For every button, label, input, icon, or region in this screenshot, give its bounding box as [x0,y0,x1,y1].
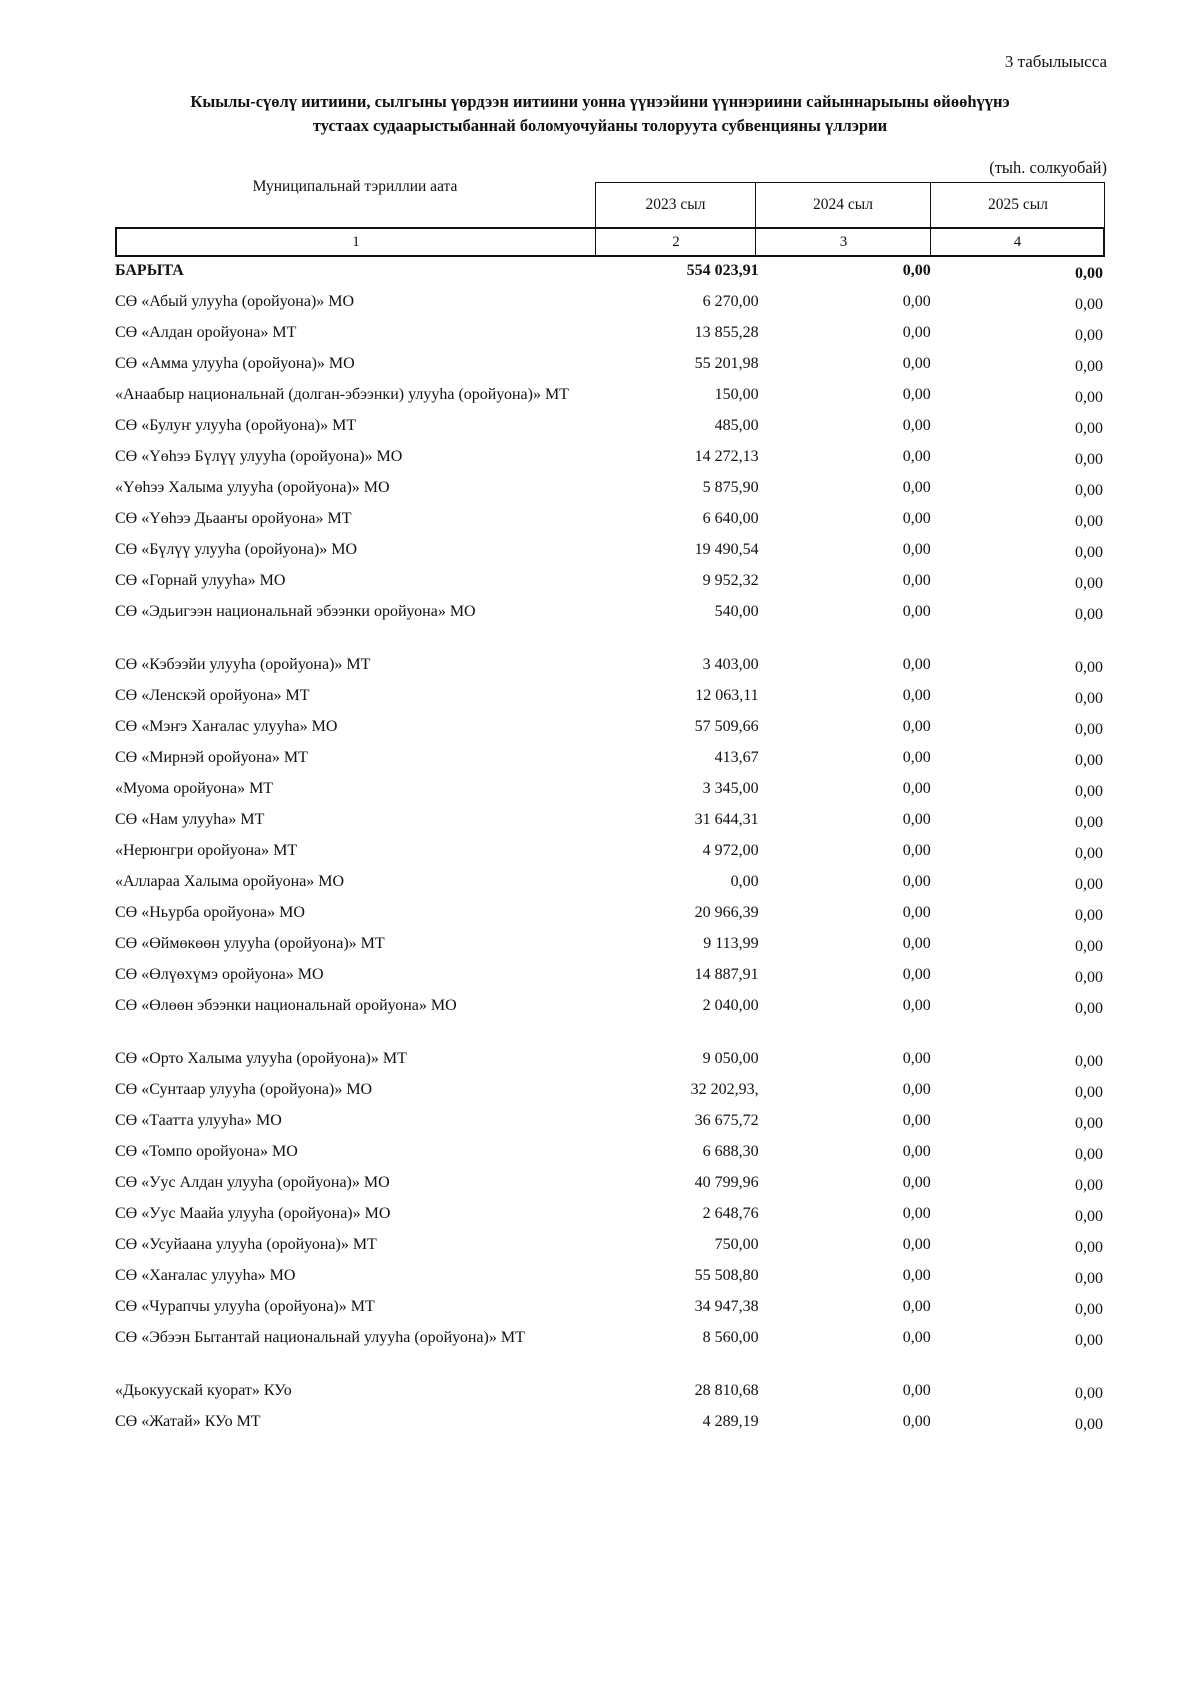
column-divider [755,229,756,255]
value-2025: 0,00 [1075,389,1103,406]
municipality-name: СӨ «Өймөкөөн улууһа (оройуона)» МТ [115,935,385,952]
value-2025: 0,00 [1075,1000,1103,1017]
value-2025: 0,00 [1075,721,1103,738]
table-body [115,258,1105,1440]
appendix-label: 3 табылыысса [1004,52,1107,71]
table-row [115,1139,1105,1170]
value-2025: 0,00 [1075,659,1103,676]
value-2024: 0,00 [902,718,931,735]
table-row [115,413,1105,444]
value-2023: 6 688,30 [702,1143,759,1160]
municipality-name: СӨ «Сунтаар улууһа (оройуона)» МО [115,1081,373,1098]
municipality-name: СӨ «Ленскэй оройуона» МТ [115,687,310,704]
municipality-name: СӨ «Орто Халыма улууһа (оройуона)» МТ [115,1050,407,1067]
table-row [115,1263,1105,1294]
value-2024: 0,00 [902,1413,931,1430]
table-row [115,599,1105,630]
value-2023: 6 270,00 [702,293,759,310]
value-2023: 150,00 [714,386,759,403]
value-2024: 0,00 [902,780,931,797]
value-2024: 0,00 [902,935,931,952]
value-2024: 0,00 [902,448,931,465]
value-2023: 4 289,19 [702,1413,759,1430]
value-2024: 0,00 [902,873,931,890]
municipality-name: СӨ «Өлөөн эбээнки национальнай оройуона» МО [115,997,457,1014]
value-2023: 5 875,90 [702,479,759,496]
value-2023: 485,00 [714,417,759,434]
value-2023: 57 509,66 [694,718,759,735]
municipality-name: СӨ «Өлүөхүмэ оройуона» МО [115,966,324,983]
value-2024: 0,00 [902,997,931,1014]
value-2024: 0,00 [902,904,931,921]
title-line-1: Кыылы-сүөлү иитиини, сылгыны үөрдээн иитиини уонна үүнээйини үүннэриини сайыннарыыны өйөөһүүнэ [190,92,1010,111]
municipality-name: «Үөһээ Халыма улууһа (оройуона)» МО [115,479,390,496]
value-2025: 0,00 [1075,451,1103,468]
value-2024: 0,00 [902,479,931,496]
value-2025: 0,00 [1075,327,1103,344]
value-2024: 0,00 [902,842,931,859]
table-row [115,1378,1105,1409]
municipality-name: СӨ «Эбээн Бытантай национальнай улууһа (оройуона)» МТ [115,1329,525,1346]
value-2025: 0,00 [1075,296,1103,313]
value-2025: 0,00 [1075,845,1103,862]
municipality-name: СӨ «Амма улууһа (оройуона)» МО [115,355,355,372]
value-2025: 0,00 [1075,1208,1103,1225]
column-header-2023: 2023 сыл [595,182,755,228]
value-2025: 0,00 [1075,1385,1103,1402]
value-2025: 0,00 [1075,1270,1103,1287]
value-2024: 0,00 [902,749,931,766]
table-row [115,869,1105,900]
value-2023: 3 345,00 [702,780,759,797]
table-row [115,838,1105,869]
value-2023: 28 810,68 [694,1382,759,1399]
municipality-name: СӨ «Горнай улууһа» МО [115,572,286,589]
value-2024: 0,00 [902,324,931,341]
municipality-name: СӨ «Томпо оройуона» МО [115,1143,298,1160]
value-2024: 0,00 [902,1205,931,1222]
table-row [115,993,1105,1024]
subvention-table [115,258,1105,1440]
municipality-name: СӨ «Ньурба оройуона» МО [115,904,305,921]
table-row [115,1232,1105,1263]
value-2024: 0,00 [902,1298,931,1315]
table-row [115,475,1105,506]
table-row [115,807,1105,838]
value-2024: 0,00 [902,355,931,372]
value-2025: 0,00 [1075,575,1103,592]
value-2024: 0,00 [902,1329,931,1346]
row-spacer [115,1356,1105,1378]
column-number-3: 3 [839,234,848,250]
value-2025: 0,00 [1075,907,1103,924]
value-2025: 0,00 [1075,1146,1103,1163]
municipality-name: СӨ «Мэҥэ Хаҥалас улууһа» МО [115,718,338,735]
municipality-name: СӨ «Мирнэй оройуона» МТ [115,749,308,766]
municipality-name: СӨ «Уус Алдан улууһа (оройуона)» МО [115,1174,390,1191]
spacer-cell [115,1356,1105,1378]
value-2024: 0,00 [902,262,931,279]
municipality-name: СӨ «Нам улууһа» МТ [115,811,265,828]
value-2023: 55 201,98 [694,355,759,372]
row-spacer [115,1024,1105,1046]
municipality-name: СӨ «Чурапчы улууһа (оройуона)» МТ [115,1298,375,1315]
value-2023: 14 272,13 [694,448,759,465]
value-2024: 0,00 [902,1081,931,1098]
value-2023: 40 799,96 [694,1174,759,1191]
table-row [115,506,1105,537]
value-2025: 0,00 [1075,876,1103,893]
value-2025: 0,00 [1075,938,1103,955]
value-2023: 36 675,72 [694,1112,759,1129]
value-2025: 0,00 [1075,606,1103,623]
municipality-name: «Дьокуускай куорат» КУо [115,1382,292,1399]
municipality-name: СӨ «Кэбээйи улууһа (оройуона)» МТ [115,656,371,673]
value-2023: 34 947,38 [694,1298,759,1315]
table-row [115,1325,1105,1356]
value-2025: 0,00 [1075,513,1103,530]
value-2023: 9 952,32 [702,572,759,589]
value-2025: 0,00 [1075,1115,1103,1132]
title-line-2: тустаах судаарыстыбаннай боломуочуйаны толоруута субвенцияны үллэрии [312,116,888,135]
table-row [115,289,1105,320]
value-2024: 0,00 [902,1050,931,1067]
value-2025: 0,00 [1075,752,1103,769]
table-row [115,1294,1105,1325]
value-2023: 19 490,54 [694,541,759,558]
municipality-name: СӨ «Үөһээ Бүлүү улууһа (оройуона)» МО [115,448,403,465]
value-2025: 0,00 [1075,1301,1103,1318]
value-2025: 0,00 [1075,969,1103,986]
value-2023: 3 403,00 [702,656,759,673]
municipality-name: СӨ «Үөһээ Дьааҥы оройуона» МТ [115,510,352,527]
municipality-name: «Аллараа Халыма оройуона» МО [115,873,345,890]
value-2025: 0,00 [1075,1416,1103,1433]
table-row [115,351,1105,382]
table-row [115,652,1105,683]
table-row [115,1046,1105,1077]
value-2024: 0,00 [902,1382,931,1399]
value-2025: 0,00 [1075,1332,1103,1349]
municipality-name: «Муома оройуона» МТ [115,780,274,797]
value-2023: 2 648,76 [702,1205,759,1222]
table-row [115,382,1105,413]
value-2023: 554 023,91 [686,262,759,279]
table-row [115,1170,1105,1201]
value-2023: 14 887,91 [694,966,759,983]
document-title [100,90,1100,138]
value-2023: 2 040,00 [702,997,759,1014]
unit-label: (тыһ. солкуобай) [989,158,1107,177]
table-row [115,900,1105,931]
total-row [115,258,1105,289]
value-2023: 9 113,99 [703,935,759,952]
spacer-cell [115,1024,1105,1046]
table-row [115,537,1105,568]
value-2025: 0,00 [1075,358,1103,375]
value-2025: 0,00 [1075,544,1103,561]
value-2024: 0,00 [902,966,931,983]
table-row [115,745,1105,776]
value-2024: 0,00 [902,687,931,704]
value-2023: 12 063,11 [695,687,759,704]
value-2025: 0,00 [1075,783,1103,800]
municipality-name: СӨ «Усуйаана улууһа (оройуона)» МТ [115,1236,377,1253]
municipality-name: СӨ «Хаҥалас улууһа» МО [115,1267,296,1284]
municipality-name: СӨ «Таатта улууһа» МО [115,1112,282,1129]
table-row [115,1201,1105,1232]
column-number-2: 2 [672,234,680,250]
value-2024: 0,00 [902,1112,931,1129]
table-row [115,962,1105,993]
table-row [115,776,1105,807]
column-number-row [115,227,1105,257]
column-divider [930,229,931,255]
value-2024: 0,00 [902,572,931,589]
municipality-name: СӨ «Уус Маайа улууһа (оройуона)» МО [115,1205,391,1222]
value-2025: 0,00 [1075,1084,1103,1101]
municipality-name: СӨ «Бүлүү улууһа (оройуона)» МО [115,541,358,558]
spacer-cell [115,630,1105,652]
table-row [115,714,1105,745]
table-row [115,683,1105,714]
value-2024: 0,00 [902,386,931,403]
value-2025: 0,00 [1075,1053,1103,1070]
value-2025: 0,00 [1075,814,1103,831]
column-divider [595,229,596,255]
value-2024: 0,00 [902,811,931,828]
table-row [115,1077,1105,1108]
value-2025: 0,00 [1075,1177,1103,1194]
value-2023: 4 972,00 [702,842,759,859]
value-2025: 0,00 [1075,265,1103,282]
value-2023: 20 966,39 [694,904,759,921]
value-2024: 0,00 [902,417,931,434]
municipality-name: СӨ «Жатай» КУо МТ [115,1413,261,1430]
value-2023: 540,00 [714,603,759,620]
table-row [115,568,1105,599]
value-2023: 32 202,93, [690,1081,759,1098]
municipality-name: «Нерюнгри оройуона» МТ [115,842,298,859]
value-2024: 0,00 [902,541,931,558]
table-row [115,320,1105,351]
value-2023: 8 560,00 [702,1329,759,1346]
municipality-name: СӨ «Алдан оройуона» МТ [115,324,297,341]
municipality-name: СӨ «Булуҥ улууһа (оройуона)» МТ [115,417,357,434]
value-2023: 9 050,00 [702,1050,759,1067]
municipality-name: СӨ «Эдьигээн национальнай эбээнки оройуона» МО [115,603,476,620]
municipality-name: «Анаабыр национальнай (долган-эбээнки) улууһа (оройуона)» МТ [115,386,569,403]
value-2024: 0,00 [902,293,931,310]
value-2025: 0,00 [1075,690,1103,707]
value-2025: 0,00 [1075,1239,1103,1256]
value-2023: 0,00 [730,873,759,890]
value-2023: 6 640,00 [702,510,759,527]
table-row [115,1409,1105,1440]
value-2023: 55 508,80 [694,1267,759,1284]
table-row [115,1108,1105,1139]
value-2024: 0,00 [902,603,931,620]
column-number-1: 1 [352,234,360,250]
column-header-name: Муниципальнай тэриллии аата [252,178,458,195]
municipality-name: БАРЫТА [115,262,184,279]
value-2024: 0,00 [902,1143,931,1160]
value-2024: 0,00 [902,656,931,673]
value-2024: 0,00 [902,1174,931,1191]
value-2025: 0,00 [1075,420,1103,437]
value-2024: 0,00 [902,510,931,527]
value-2024: 0,00 [902,1236,931,1253]
value-2023: 13 855,28 [694,324,759,341]
column-number-4: 4 [1013,234,1022,250]
table-row [115,931,1105,962]
row-spacer [115,630,1105,652]
value-2023: 413,67 [714,749,759,766]
value-2025: 0,00 [1075,482,1103,499]
value-2023: 31 644,31 [694,811,759,828]
value-2024: 0,00 [902,1267,931,1284]
value-2023: 750,00 [714,1236,759,1253]
column-header-2025: 2025 сыл [930,182,1105,228]
municipality-name: СӨ «Абый улууһа (оройуона)» МО [115,293,355,310]
column-header-2024: 2024 сыл [755,182,930,228]
table-row [115,444,1105,475]
